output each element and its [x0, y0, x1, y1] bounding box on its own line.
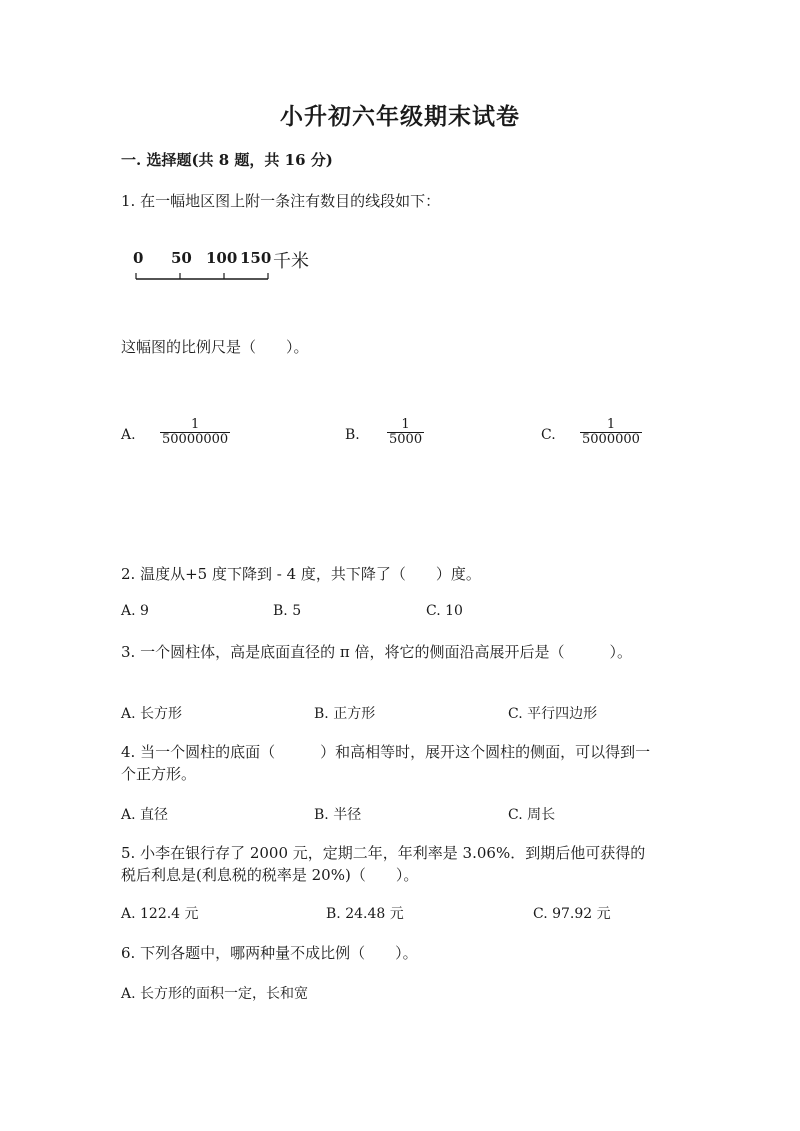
fraction-numerator: 1 — [190, 417, 200, 432]
question-3-stem: 3. 一个圆柱体，高是底面直径的 π 倍，将它的侧面沿高展开后是（ ）。 — [121, 643, 632, 661]
section-heading: 一. 选择题(共 8 题，共 16 分) — [121, 151, 333, 169]
question-4-option-a: A. 直径 — [121, 807, 169, 823]
fraction-numerator: 1 — [401, 417, 410, 432]
question-5-stem-line2: 税后利息是(利息税的税率是 20%)（ ）。 — [121, 866, 419, 884]
question-5-option-c: C. 97.92 元 — [533, 906, 611, 922]
option-b-fraction — [387, 418, 424, 447]
question-6-option-a: A. 长方形的面积一定，长和宽 — [121, 986, 309, 1002]
fraction-denominator: 50000000 — [162, 432, 229, 447]
question-1-stem: 1. 在一幅地区图上附一条注有数目的线段如下： — [121, 192, 441, 210]
scale-bar — [130, 248, 330, 288]
question-2-option-a: A. 9 — [121, 603, 149, 619]
option-b-letter: B. — [345, 427, 360, 443]
scale-line — [135, 271, 275, 285]
scale-label-100: 100 — [206, 249, 238, 267]
scale-unit: 千米 — [273, 251, 309, 272]
option-a-fraction — [160, 418, 230, 447]
question-5-option-a: A. 122.4 元 — [121, 906, 199, 922]
scale-label-50: 50 — [171, 249, 192, 267]
question-2-stem: 2. 温度从+5 度下降到 - 4 度，共下降了（ ）度。 — [121, 565, 481, 583]
scale-label-150: 150 — [240, 249, 272, 267]
fraction-denominator: 5000 — [389, 432, 423, 447]
page-title: 小升初六年级期末试卷 — [280, 103, 520, 130]
scale-label-0: 0 — [133, 249, 144, 267]
question-2-option-c: C. 10 — [426, 603, 463, 619]
option-c-fraction — [580, 418, 642, 447]
question-4-stem-line1: 4. 当一个圆柱的底面（ ）和高相等时，展开这个圆柱的侧面，可以得到一 — [121, 743, 651, 761]
question-3-option-a: A. 长方形 — [121, 706, 183, 722]
option-a-letter: A. — [121, 427, 136, 443]
question-3-option-b: B. 正方形 — [314, 706, 376, 722]
option-c-letter: C. — [541, 427, 556, 443]
question-5-option-b: B. 24.48 元 — [326, 906, 404, 922]
question-3-option-c: C. 平行四边形 — [508, 706, 598, 722]
question-1-prompt: 这幅图的比例尺是（ ）。 — [121, 338, 309, 356]
question-5-stem-line1: 5. 小李在银行存了 2000 元，定期二年，年利率是 3.06%．到期后他可获得的 — [121, 844, 646, 862]
fraction-denominator: 5000000 — [582, 432, 640, 447]
question-4-option-b: B. 半径 — [314, 807, 362, 823]
question-4-stem-line2: 个正方形。 — [121, 765, 197, 783]
question-4-option-c: C. 周长 — [508, 807, 556, 823]
question-2-option-b: B. 5 — [273, 603, 302, 619]
fraction-numerator: 1 — [606, 417, 616, 432]
question-6-stem: 6. 下列各题中，哪两种量不成比例（ ）。 — [121, 944, 418, 962]
